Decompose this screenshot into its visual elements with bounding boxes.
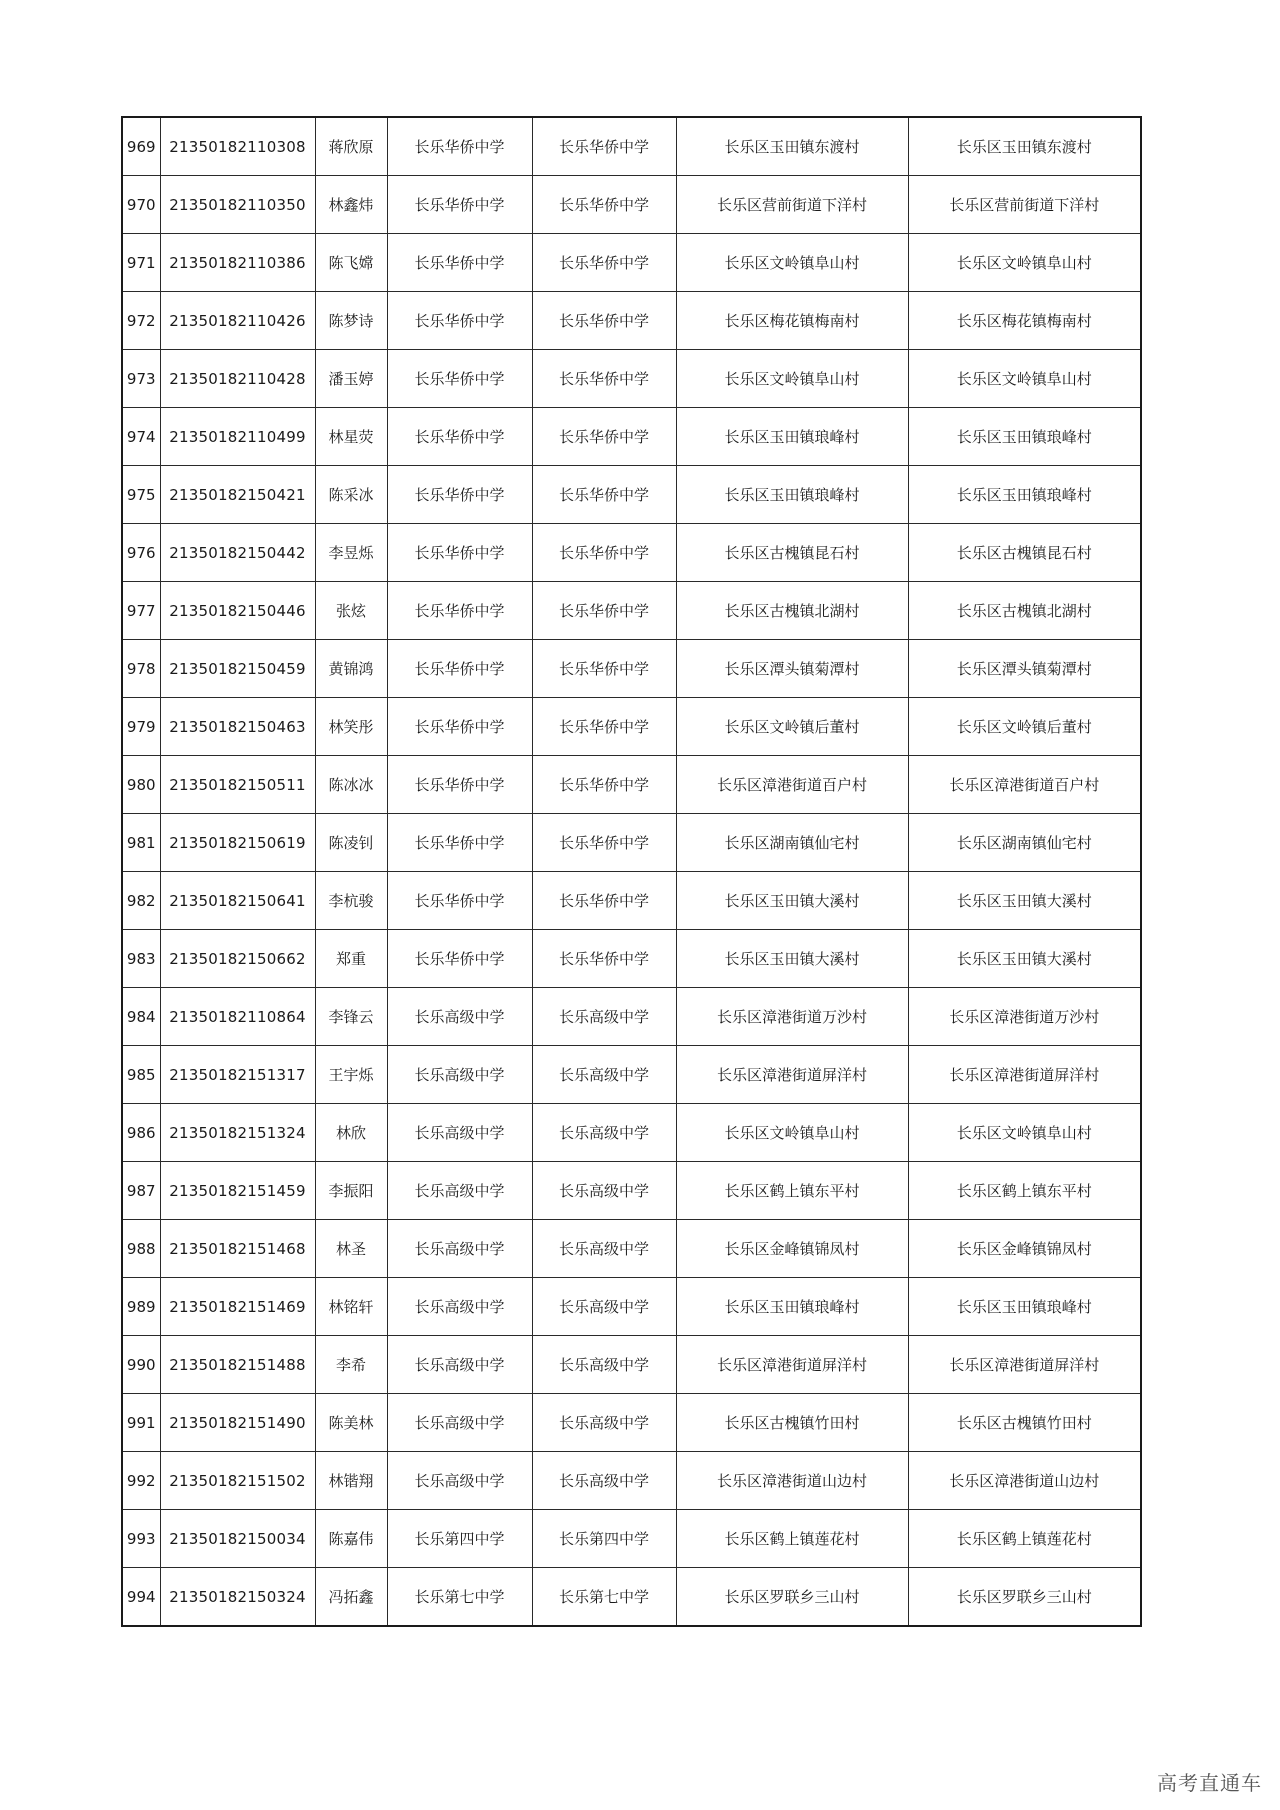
table-row	[122, 640, 1141, 698]
cell-seq: 987	[122, 1162, 160, 1220]
cell-school-2: 长乐高级中学	[532, 1162, 676, 1220]
table-row	[122, 350, 1141, 408]
cell-address: 长乐区漳港街道山边村	[676, 1452, 908, 1510]
cell-school-2: 长乐华侨中学	[532, 117, 676, 176]
table-row	[122, 1510, 1141, 1568]
cell-student-id: 21350182151490	[160, 1394, 315, 1452]
cell-student-id: 21350182151459	[160, 1162, 315, 1220]
cell-school: 长乐华侨中学	[387, 930, 532, 988]
cell-school: 长乐华侨中学	[387, 524, 532, 582]
table-row	[122, 988, 1141, 1046]
cell-seq: 978	[122, 640, 160, 698]
cell-student-id: 21350182150421	[160, 466, 315, 524]
cell-address: 长乐区玉田镇琅峰村	[676, 466, 908, 524]
cell-seq: 980	[122, 756, 160, 814]
cell-name: 陈梦诗	[315, 292, 387, 350]
cell-school: 长乐华侨中学	[387, 872, 532, 930]
cell-student-id: 21350182151468	[160, 1220, 315, 1278]
cell-name: 林锴翔	[315, 1452, 387, 1510]
cell-address-2: 长乐区金峰镇锦凤村	[908, 1220, 1141, 1278]
cell-address-2: 长乐区营前街道下洋村	[908, 176, 1141, 234]
cell-school: 长乐华侨中学	[387, 350, 532, 408]
cell-student-id: 21350182151317	[160, 1046, 315, 1104]
cell-seq: 993	[122, 1510, 160, 1568]
cell-address-2: 长乐区文岭镇阜山村	[908, 1104, 1141, 1162]
cell-seq: 970	[122, 176, 160, 234]
cell-school: 长乐高级中学	[387, 1104, 532, 1162]
table-row	[122, 756, 1141, 814]
cell-school: 长乐高级中学	[387, 1452, 532, 1510]
cell-school-2: 长乐华侨中学	[532, 640, 676, 698]
cell-school-2: 长乐华侨中学	[532, 234, 676, 292]
cell-address: 长乐区鹤上镇东平村	[676, 1162, 908, 1220]
table-row	[122, 1452, 1141, 1510]
cell-name: 冯拓鑫	[315, 1568, 387, 1627]
cell-name: 李昱烁	[315, 524, 387, 582]
table-row	[122, 814, 1141, 872]
cell-school: 长乐华侨中学	[387, 234, 532, 292]
cell-address: 长乐区文岭镇阜山村	[676, 1104, 908, 1162]
table-row	[122, 408, 1141, 466]
cell-address: 长乐区漳港街道万沙村	[676, 988, 908, 1046]
cell-address-2: 长乐区玉田镇东渡村	[908, 117, 1141, 176]
cell-student-id: 21350182150511	[160, 756, 315, 814]
cell-name: 李杭骏	[315, 872, 387, 930]
cell-school-2: 长乐高级中学	[532, 1394, 676, 1452]
cell-school-2: 长乐高级中学	[532, 988, 676, 1046]
cell-student-id: 21350182150442	[160, 524, 315, 582]
cell-school-2: 长乐高级中学	[532, 1278, 676, 1336]
cell-school-2: 长乐华侨中学	[532, 756, 676, 814]
cell-student-id: 21350182150619	[160, 814, 315, 872]
cell-seq: 973	[122, 350, 160, 408]
cell-school: 长乐高级中学	[387, 1278, 532, 1336]
cell-seq: 982	[122, 872, 160, 930]
cell-school-2: 长乐高级中学	[532, 1046, 676, 1104]
cell-seq: 988	[122, 1220, 160, 1278]
cell-address-2: 长乐区古槐镇竹田村	[908, 1394, 1141, 1452]
table-row	[122, 698, 1141, 756]
cell-address-2: 长乐区文岭镇阜山村	[908, 350, 1141, 408]
cell-student-id: 21350182150463	[160, 698, 315, 756]
table-row	[122, 1568, 1141, 1627]
table-row	[122, 1162, 1141, 1220]
cell-school: 长乐华侨中学	[387, 466, 532, 524]
cell-seq: 977	[122, 582, 160, 640]
roster-table	[121, 116, 1142, 1627]
cell-address: 长乐区梅花镇梅南村	[676, 292, 908, 350]
cell-seq: 974	[122, 408, 160, 466]
cell-address: 长乐区营前街道下洋村	[676, 176, 908, 234]
cell-address-2: 长乐区古槐镇昆石村	[908, 524, 1141, 582]
cell-address: 长乐区文岭镇阜山村	[676, 234, 908, 292]
table-row	[122, 234, 1141, 292]
cell-address: 长乐区潭头镇菊潭村	[676, 640, 908, 698]
cell-school: 长乐第四中学	[387, 1510, 532, 1568]
cell-address-2: 长乐区罗联乡三山村	[908, 1568, 1141, 1627]
cell-school-2: 长乐高级中学	[532, 1336, 676, 1394]
cell-address: 长乐区玉田镇大溪村	[676, 930, 908, 988]
cell-school-2: 长乐高级中学	[532, 1104, 676, 1162]
cell-name: 李希	[315, 1336, 387, 1394]
table-row	[122, 524, 1141, 582]
cell-name: 潘玉婷	[315, 350, 387, 408]
cell-name: 陈凌钊	[315, 814, 387, 872]
cell-name: 李振阳	[315, 1162, 387, 1220]
cell-student-id: 21350182110499	[160, 408, 315, 466]
cell-seq: 975	[122, 466, 160, 524]
cell-student-id: 21350182150324	[160, 1568, 315, 1627]
table-row	[122, 1104, 1141, 1162]
cell-school: 长乐华侨中学	[387, 582, 532, 640]
cell-student-id: 21350182150446	[160, 582, 315, 640]
cell-school: 长乐华侨中学	[387, 814, 532, 872]
cell-name: 林欣	[315, 1104, 387, 1162]
table-row	[122, 117, 1141, 176]
cell-school: 长乐华侨中学	[387, 640, 532, 698]
cell-school-2: 长乐华侨中学	[532, 466, 676, 524]
cell-name: 张炫	[315, 582, 387, 640]
cell-name: 黄锦鸿	[315, 640, 387, 698]
cell-name: 林星荧	[315, 408, 387, 466]
cell-address-2: 长乐区玉田镇琅峰村	[908, 1278, 1141, 1336]
cell-address-2: 长乐区鹤上镇东平村	[908, 1162, 1141, 1220]
cell-address: 长乐区湖南镇仙宅村	[676, 814, 908, 872]
cell-address-2: 长乐区漳港街道屏洋村	[908, 1046, 1141, 1104]
cell-address-2: 长乐区玉田镇琅峰村	[908, 466, 1141, 524]
cell-name: 李锋云	[315, 988, 387, 1046]
cell-seq: 983	[122, 930, 160, 988]
cell-school: 长乐华侨中学	[387, 408, 532, 466]
cell-school: 长乐高级中学	[387, 1336, 532, 1394]
cell-seq: 991	[122, 1394, 160, 1452]
cell-school: 长乐第七中学	[387, 1568, 532, 1627]
cell-name: 林鑫炜	[315, 176, 387, 234]
cell-school: 长乐高级中学	[387, 1162, 532, 1220]
cell-name: 陈嘉伟	[315, 1510, 387, 1568]
cell-address-2: 长乐区漳港街道屏洋村	[908, 1336, 1141, 1394]
cell-address: 长乐区鹤上镇莲花村	[676, 1510, 908, 1568]
cell-seq: 989	[122, 1278, 160, 1336]
table-row	[122, 930, 1141, 988]
cell-seq: 979	[122, 698, 160, 756]
cell-school-2: 长乐华侨中学	[532, 872, 676, 930]
cell-school-2: 长乐华侨中学	[532, 524, 676, 582]
cell-address: 长乐区文岭镇阜山村	[676, 350, 908, 408]
cell-address-2: 长乐区鹤上镇莲花村	[908, 1510, 1141, 1568]
cell-name: 郑重	[315, 930, 387, 988]
cell-address-2: 长乐区潭头镇菊潭村	[908, 640, 1141, 698]
cell-seq: 985	[122, 1046, 160, 1104]
cell-student-id: 21350182110308	[160, 117, 315, 176]
table-row	[122, 1278, 1141, 1336]
cell-school-2: 长乐华侨中学	[532, 930, 676, 988]
cell-address-2: 长乐区漳港街道万沙村	[908, 988, 1141, 1046]
watermark-text: 高考直通车	[1157, 1771, 1262, 1795]
table-row	[122, 292, 1141, 350]
cell-student-id: 21350182151469	[160, 1278, 315, 1336]
cell-address: 长乐区玉田镇琅峰村	[676, 408, 908, 466]
cell-student-id: 21350182110428	[160, 350, 315, 408]
cell-school: 长乐高级中学	[387, 988, 532, 1046]
cell-school-2: 长乐第七中学	[532, 1568, 676, 1627]
cell-school: 长乐华侨中学	[387, 698, 532, 756]
table-row	[122, 582, 1141, 640]
roster-body	[122, 117, 1141, 1626]
cell-student-id: 21350182151324	[160, 1104, 315, 1162]
cell-school: 长乐高级中学	[387, 1220, 532, 1278]
cell-address-2: 长乐区文岭镇后董村	[908, 698, 1141, 756]
table-row	[122, 872, 1141, 930]
cell-seq: 972	[122, 292, 160, 350]
cell-address: 长乐区古槐镇昆石村	[676, 524, 908, 582]
cell-address: 长乐区漳港街道百户村	[676, 756, 908, 814]
cell-seq: 992	[122, 1452, 160, 1510]
cell-address-2: 长乐区湖南镇仙宅村	[908, 814, 1141, 872]
table-row	[122, 1336, 1141, 1394]
cell-seq: 976	[122, 524, 160, 582]
cell-student-id: 21350182150662	[160, 930, 315, 988]
cell-name: 陈冰冰	[315, 756, 387, 814]
cell-address-2: 长乐区玉田镇琅峰村	[908, 408, 1141, 466]
cell-student-id: 21350182150459	[160, 640, 315, 698]
cell-student-id: 21350182150034	[160, 1510, 315, 1568]
cell-address: 长乐区古槐镇竹田村	[676, 1394, 908, 1452]
cell-school: 长乐高级中学	[387, 1394, 532, 1452]
cell-address: 长乐区漳港街道屏洋村	[676, 1336, 908, 1394]
table-row	[122, 1220, 1141, 1278]
cell-name: 陈采冰	[315, 466, 387, 524]
cell-school-2: 长乐华侨中学	[532, 292, 676, 350]
cell-school: 长乐华侨中学	[387, 756, 532, 814]
cell-name: 蒋欣原	[315, 117, 387, 176]
table-row	[122, 1394, 1141, 1452]
cell-school-2: 长乐华侨中学	[532, 350, 676, 408]
cell-address-2: 长乐区玉田镇大溪村	[908, 872, 1141, 930]
cell-school: 长乐华侨中学	[387, 292, 532, 350]
cell-seq: 981	[122, 814, 160, 872]
cell-school-2: 长乐华侨中学	[532, 582, 676, 640]
cell-address: 长乐区玉田镇东渡村	[676, 117, 908, 176]
cell-school: 长乐高级中学	[387, 1046, 532, 1104]
cell-name: 林笑彤	[315, 698, 387, 756]
cell-student-id: 21350182151502	[160, 1452, 315, 1510]
cell-address: 长乐区文岭镇后董村	[676, 698, 908, 756]
cell-address-2: 长乐区文岭镇阜山村	[908, 234, 1141, 292]
cell-school: 长乐华侨中学	[387, 117, 532, 176]
cell-student-id: 21350182151488	[160, 1336, 315, 1394]
cell-school-2: 长乐高级中学	[532, 1452, 676, 1510]
cell-address: 长乐区罗联乡三山村	[676, 1568, 908, 1627]
table-row	[122, 176, 1141, 234]
table-row	[122, 1046, 1141, 1104]
cell-address: 长乐区玉田镇大溪村	[676, 872, 908, 930]
cell-address-2: 长乐区梅花镇梅南村	[908, 292, 1141, 350]
cell-address: 长乐区古槐镇北湖村	[676, 582, 908, 640]
cell-name: 林圣	[315, 1220, 387, 1278]
cell-address: 长乐区漳港街道屏洋村	[676, 1046, 908, 1104]
cell-student-id: 21350182110350	[160, 176, 315, 234]
cell-seq: 984	[122, 988, 160, 1046]
cell-seq: 969	[122, 117, 160, 176]
cell-address-2: 长乐区漳港街道百户村	[908, 756, 1141, 814]
cell-name: 陈美林	[315, 1394, 387, 1452]
cell-student-id: 21350182110426	[160, 292, 315, 350]
cell-name: 王宇烁	[315, 1046, 387, 1104]
cell-school-2: 长乐华侨中学	[532, 698, 676, 756]
cell-school: 长乐华侨中学	[387, 176, 532, 234]
cell-name: 林铭轩	[315, 1278, 387, 1336]
cell-school-2: 长乐第四中学	[532, 1510, 676, 1568]
cell-school-2: 长乐华侨中学	[532, 176, 676, 234]
cell-school-2: 长乐华侨中学	[532, 408, 676, 466]
cell-seq: 971	[122, 234, 160, 292]
cell-seq: 990	[122, 1336, 160, 1394]
cell-student-id: 21350182150641	[160, 872, 315, 930]
cell-student-id: 21350182110386	[160, 234, 315, 292]
cell-school-2: 长乐华侨中学	[532, 814, 676, 872]
cell-seq: 994	[122, 1568, 160, 1627]
cell-address: 长乐区金峰镇锦凤村	[676, 1220, 908, 1278]
cell-seq: 986	[122, 1104, 160, 1162]
cell-school-2: 长乐高级中学	[532, 1220, 676, 1278]
cell-address-2: 长乐区漳港街道山边村	[908, 1452, 1141, 1510]
table-row	[122, 466, 1141, 524]
cell-address: 长乐区玉田镇琅峰村	[676, 1278, 908, 1336]
cell-address-2: 长乐区玉田镇大溪村	[908, 930, 1141, 988]
cell-student-id: 21350182110864	[160, 988, 315, 1046]
cell-name: 陈飞嫦	[315, 234, 387, 292]
cell-address-2: 长乐区古槐镇北湖村	[908, 582, 1141, 640]
